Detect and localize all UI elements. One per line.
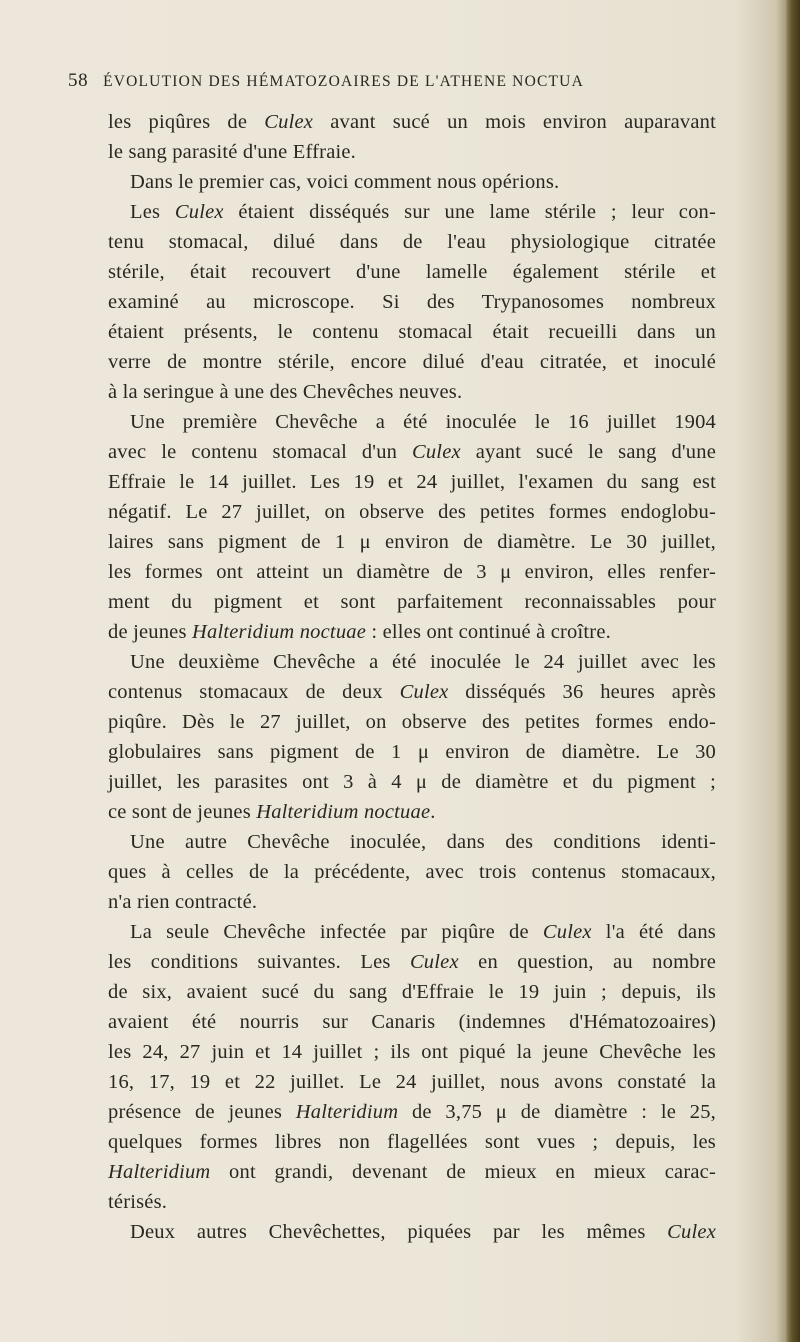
text-segment: Une deuxième Chevêche a été inoculée le 24 juillet avec les bbox=[130, 651, 716, 673]
text-segment: ayant sucé le sang d'une bbox=[460, 441, 716, 463]
text-line bbox=[108, 227, 716, 257]
text-segment: Dans le premier cas, voici comment nous opérions. bbox=[130, 171, 560, 193]
text-line bbox=[108, 1037, 716, 1067]
text-segment: de 3,75 μ de diamètre : le 25, bbox=[398, 1101, 716, 1123]
text-line bbox=[108, 467, 716, 497]
text-segment: avaient été nourris sur Canaris (indemnes d'Hématozoaires) bbox=[108, 1011, 716, 1033]
text-segment: en question, au nombre bbox=[458, 951, 716, 973]
text-segment: La seule Chevêche infectée par piqûre de bbox=[130, 921, 543, 943]
text-segment: de jeunes bbox=[108, 621, 192, 643]
italic-term: Halteridium noctuae bbox=[191, 621, 367, 643]
text-line bbox=[108, 1067, 716, 1097]
text-line bbox=[108, 737, 716, 767]
text-segment: térisés. bbox=[108, 1191, 168, 1213]
text-line bbox=[108, 887, 716, 917]
text-segment: négatif. Le 27 juillet, on observe des petites formes endoglobu- bbox=[108, 501, 716, 523]
text-line bbox=[108, 647, 716, 677]
text-line bbox=[108, 137, 716, 167]
text-segment: examiné au microscope. Si des Trypanosomes nombreux bbox=[108, 291, 716, 313]
text-segment: les formes ont atteint un diamètre de 3 μ environ, elles renfer- bbox=[108, 561, 716, 583]
text-segment: étaient disséqués sur une lame stérile ; leur con- bbox=[223, 201, 717, 223]
text-segment: l'a été dans bbox=[591, 921, 716, 943]
text-line bbox=[108, 857, 716, 887]
text-line bbox=[108, 617, 716, 647]
text-segment: tenu stomacal, dilué dans de l'eau physiologique citratée bbox=[108, 231, 716, 253]
text-line bbox=[108, 557, 716, 587]
text-line bbox=[108, 707, 716, 737]
text-segment: disséqués 36 heures après bbox=[448, 681, 716, 703]
italic-term: Culex bbox=[409, 951, 459, 973]
text-segment: Une autre Chevêche inoculée, dans des conditions identi- bbox=[130, 831, 716, 853]
text-segment: laires sans pigment de 1 μ environ de diamètre. Le 30 juillet, bbox=[108, 531, 716, 553]
text-segment: 16, 17, 19 et 22 juillet. Le 24 juillet, nous avons constaté la bbox=[108, 1071, 716, 1093]
text-segment: les piqûres de bbox=[108, 111, 265, 133]
text-line bbox=[108, 1127, 716, 1157]
text-segment: Deux autres Chevêchettes, piquées par les mêmes bbox=[130, 1221, 668, 1243]
text-segment: Effraie le 14 juillet. Les 19 et 24 juillet, l'examen du sang est bbox=[108, 471, 716, 493]
text-line bbox=[108, 827, 716, 857]
text-segment: . bbox=[430, 801, 436, 823]
text-segment: Une première Chevêche a été inoculée le 16 juillet 1904 bbox=[130, 411, 716, 433]
text-line bbox=[108, 107, 716, 137]
text-line bbox=[108, 917, 716, 947]
text-segment: piqûre. Dès le 27 juillet, on observe des petites formes endo- bbox=[108, 711, 716, 733]
text-segment: présence de jeunes bbox=[108, 1101, 296, 1123]
text-line bbox=[108, 437, 716, 467]
italic-term: Culex bbox=[667, 1221, 716, 1243]
body-text bbox=[108, 107, 716, 1247]
text-segment: avec le contenu stomacal d'un bbox=[108, 441, 412, 463]
italic-term: Halteridium bbox=[108, 1161, 211, 1183]
running-head bbox=[68, 70, 768, 92]
text-segment: juillet, les parasites ont 3 à 4 μ de diamètre et du pigment ; bbox=[108, 771, 716, 793]
text-segment: avant sucé un mois environ auparavant bbox=[313, 111, 716, 133]
italic-term: Culex bbox=[264, 111, 314, 133]
text-segment: ment du pigment et sont parfaitement reconnaissables pour bbox=[108, 591, 716, 613]
text-segment: stérile, était recouvert d'une lamelle également stérile et bbox=[108, 261, 716, 283]
text-line bbox=[108, 677, 716, 707]
text-segment: ques à celles de la précédente, avec trois contenus stomacaux, bbox=[108, 861, 716, 883]
text-line bbox=[108, 347, 716, 377]
text-line bbox=[108, 767, 716, 797]
text-segment: les conditions suivantes. Les bbox=[108, 951, 410, 973]
text-line bbox=[108, 1217, 716, 1247]
text-line bbox=[108, 497, 716, 527]
text-segment: le sang parasité d'une Effraie. bbox=[108, 141, 357, 163]
text-line bbox=[108, 287, 716, 317]
text-segment: de six, avaient sucé du sang d'Effraie le 19 juin ; depuis, ils bbox=[108, 981, 716, 1003]
page-edge-shadow bbox=[786, 0, 800, 1342]
text-segment: : elles ont continué à croître. bbox=[366, 621, 611, 643]
text-segment: les 24, 27 juin et 14 juillet ; ils ont piqué la jeune Chevêche les bbox=[108, 1041, 716, 1063]
italic-term: Culex bbox=[399, 681, 449, 703]
text-line bbox=[108, 977, 716, 1007]
text-line bbox=[108, 197, 716, 227]
text-line bbox=[108, 407, 716, 437]
text-segment: quelques formes libres non flagellées sont vues ; depuis, les bbox=[108, 1131, 716, 1153]
text-line bbox=[108, 377, 716, 407]
text-line bbox=[108, 1157, 716, 1187]
page-number: 58 bbox=[68, 70, 89, 91]
text-line bbox=[108, 257, 716, 287]
text-line bbox=[108, 167, 716, 197]
italic-term: Culex bbox=[411, 441, 461, 463]
italic-term: Halteridium noctuae bbox=[256, 801, 431, 823]
text-line bbox=[108, 1187, 716, 1217]
italic-term: Culex bbox=[174, 201, 224, 223]
running-head-title: ÉVOLUTION DES HÉMATOZOAIRES DE L'ATHENE NOCTUA bbox=[103, 73, 584, 90]
text-segment: étaient présents, le contenu stomacal était recueilli dans un bbox=[108, 321, 716, 343]
text-line bbox=[108, 1007, 716, 1037]
text-line bbox=[108, 1097, 716, 1127]
text-segment: ce sont de jeunes bbox=[108, 801, 257, 823]
text-line bbox=[108, 317, 716, 347]
text-line bbox=[108, 797, 716, 827]
text-segment: ont grandi, devenant de mieux en mieux carac- bbox=[210, 1161, 716, 1183]
text-segment: n'a rien contracté. bbox=[108, 891, 258, 913]
text-segment: verre de montre stérile, encore dilué d'eau citratée, et inoculé bbox=[108, 351, 716, 373]
text-segment: globulaires sans pigment de 1 μ environ de diamètre. Le 30 bbox=[108, 741, 716, 763]
italic-term: Halteridium bbox=[295, 1101, 399, 1123]
text-line bbox=[108, 587, 716, 617]
text-segment: à la seringue à une des Chevêches neuves. bbox=[108, 381, 463, 403]
text-segment: Les bbox=[130, 201, 175, 223]
text-line bbox=[108, 527, 716, 557]
text-segment: contenus stomacaux de deux bbox=[108, 681, 400, 703]
text-line bbox=[108, 947, 716, 977]
italic-term: Culex bbox=[542, 921, 592, 943]
